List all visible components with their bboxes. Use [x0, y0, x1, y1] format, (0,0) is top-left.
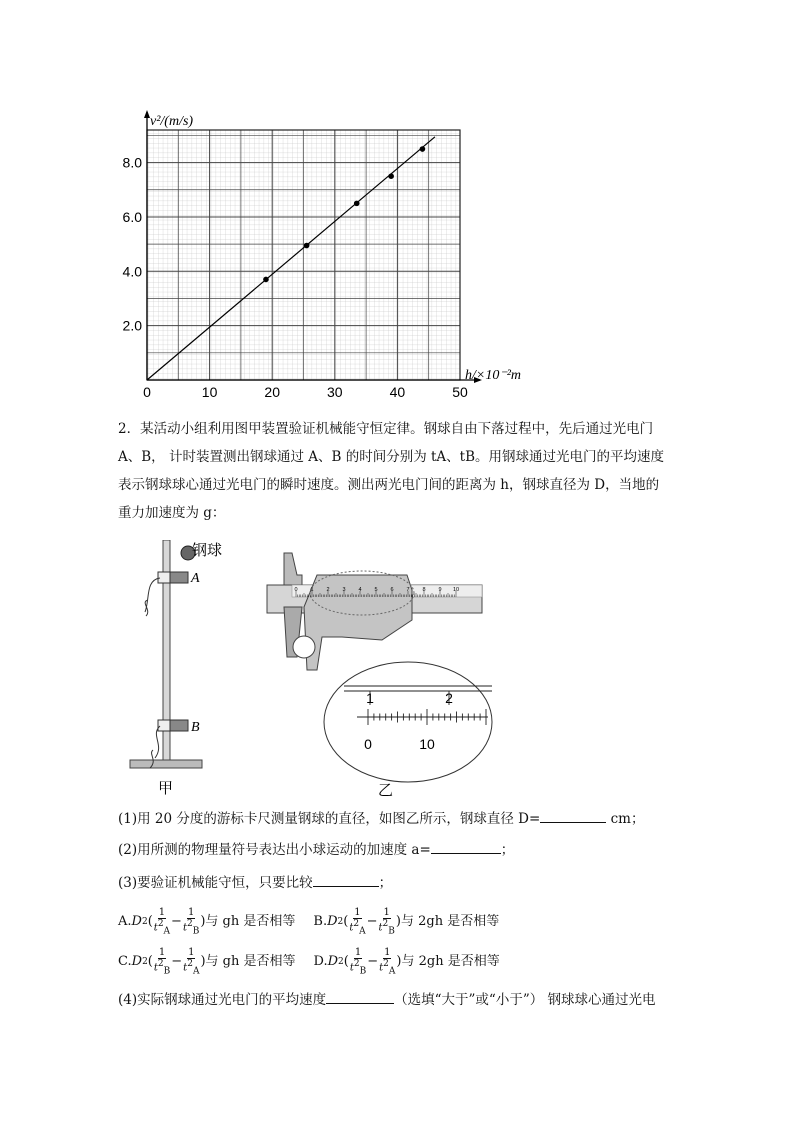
option-c-label: C.	[118, 953, 132, 969]
q4-text-tail: （选填“大于”或“小于”） 钢球球心通过光电	[394, 992, 656, 1008]
q4-answer-blank[interactable]	[326, 989, 394, 1004]
figure-jia-apparatus	[120, 540, 260, 800]
intro-line-4: 重力加速度为 g：	[118, 505, 226, 521]
options-ab	[118, 902, 718, 942]
zoom-vernier-label: 0	[364, 736, 372, 752]
caliper-tick-label: 0	[294, 587, 298, 593]
y-axis-label: v²/(m/s)	[150, 114, 194, 129]
y-tick-label: 2.0	[122, 317, 142, 334]
question-1	[118, 805, 718, 836]
zoom-main-label: 2	[445, 690, 453, 706]
zoom-main-label: 1	[366, 690, 374, 706]
question-4	[118, 986, 718, 1018]
option-b-text: 与 2gh 是否相等	[400, 913, 500, 929]
q2-text: (2)用所测的物理量符号表达出小球运动的加速度 a=	[118, 842, 431, 858]
option-c-text: 与 gh 是否相等	[205, 953, 296, 969]
gate-a-label: A	[191, 571, 200, 586]
data-point	[354, 201, 360, 207]
caliper-tick-label: 8	[422, 587, 426, 593]
x-tick-label: 50	[452, 384, 468, 400]
q4-text: (4)实际钢球通过光电门的平均速度	[118, 992, 327, 1008]
option-d-label: D.	[313, 953, 328, 969]
intro-line-3: 表示钢球球心通过光电门的瞬时速度。测出两光电门间的距离为 h，钢球直径为 D，当地的	[118, 477, 660, 493]
caliper-tick-label: 10	[452, 587, 460, 593]
q3-end: ；	[378, 875, 393, 891]
data-point	[304, 243, 310, 249]
q3-answer-blank[interactable]	[313, 872, 379, 887]
caption-jia: 甲	[158, 780, 174, 797]
caption-yi: 乙	[378, 782, 394, 799]
intro-line-2: A、B， 计时装置测出钢球通过 A、B 的时间分别为 tA、tB。用钢球通过光电门的平均速度	[118, 449, 665, 465]
option-c[interactable]: C. D 2 ( $\frac{1}{t^2_B}$ − $\frac{1}{t^2_A}$ ) 与 gh 是否相等	[118, 946, 296, 977]
y-tick-label: 8.0	[122, 154, 142, 171]
q3-text: (3)要验证机械能守恒，只要比较	[118, 875, 313, 891]
problem-intro	[118, 415, 708, 527]
figure-yi-caliper	[262, 545, 502, 800]
option-d-text: 与 2gh 是否相等	[401, 953, 500, 969]
data-point	[420, 146, 426, 152]
option-a[interactable]: A. D 2 ( $\frac{1}{t^2_A}$ − $\frac{1}{t^2_B}$ ) 与 gh 是否相等	[118, 906, 296, 937]
x-tick-label: 30	[327, 384, 343, 400]
questions-block	[118, 805, 718, 1018]
x-tick-label: 10	[201, 384, 218, 400]
q2-answer-blank[interactable]	[431, 839, 501, 854]
x-tick-label: 0	[143, 384, 151, 400]
vernier-caliper-icon	[267, 553, 482, 670]
caliper-tick-label: 2	[326, 587, 330, 593]
option-d[interactable]: D. D 2 ( $\frac{1}{t^2_B}$ − $\frac{1}{t^2_A}$ ) 与 2gh 是否相等	[313, 946, 500, 977]
q1-answer-blank[interactable]	[540, 808, 606, 823]
caliper-tick-label: 1	[310, 587, 314, 593]
question-3	[118, 869, 718, 902]
q1-text: (1)用 20 分度的游标卡尺测量钢球的直径，如图乙所示，钢球直径 D=	[118, 811, 541, 827]
option-a-text: 与 gh 是否相等	[205, 913, 296, 929]
gate-b-label: B	[191, 720, 200, 735]
option-a-label: A.	[118, 913, 132, 929]
caliper-tick-label: 9	[438, 587, 442, 593]
data-point	[263, 277, 269, 283]
q1-unit: cm；	[606, 811, 645, 827]
question-2	[118, 836, 718, 869]
caliper-tick-label: 4	[358, 587, 362, 593]
x-axis-label: h/×10⁻²m	[465, 368, 522, 383]
x-tick-label: 40	[389, 384, 406, 400]
stand-base	[130, 760, 202, 768]
option-b-label: B.	[313, 913, 328, 929]
intro-line-1: 2．某活动小组利用图甲装置验证机械能守恒定律。钢球自由下落过程中，先后通过光电门	[118, 421, 654, 437]
q2-end: ；	[500, 842, 515, 858]
option-b[interactable]: B. D 2 ( $\frac{1}{t^2_A}$ − $\frac{1}{t^2_B}$ ) 与 2gh 是否相等	[313, 906, 500, 937]
vernier-zoom-view	[324, 662, 492, 782]
data-point	[388, 173, 394, 179]
options-cd	[118, 942, 718, 982]
caliper-tick-label: 7	[406, 587, 410, 593]
v2-h-chart	[110, 95, 550, 405]
caliper-tick-label: 6	[390, 587, 394, 593]
ball-label: 钢球	[192, 542, 223, 559]
x-tick-label: 20	[264, 384, 280, 400]
y-tick-label: 4.0	[122, 263, 142, 280]
caliper-tick-label: 5	[374, 587, 378, 593]
y-tick-label: 6.0	[122, 208, 142, 225]
zoom-vernier-label: 10	[419, 736, 435, 752]
caliper-tick-label: 3	[342, 587, 346, 593]
